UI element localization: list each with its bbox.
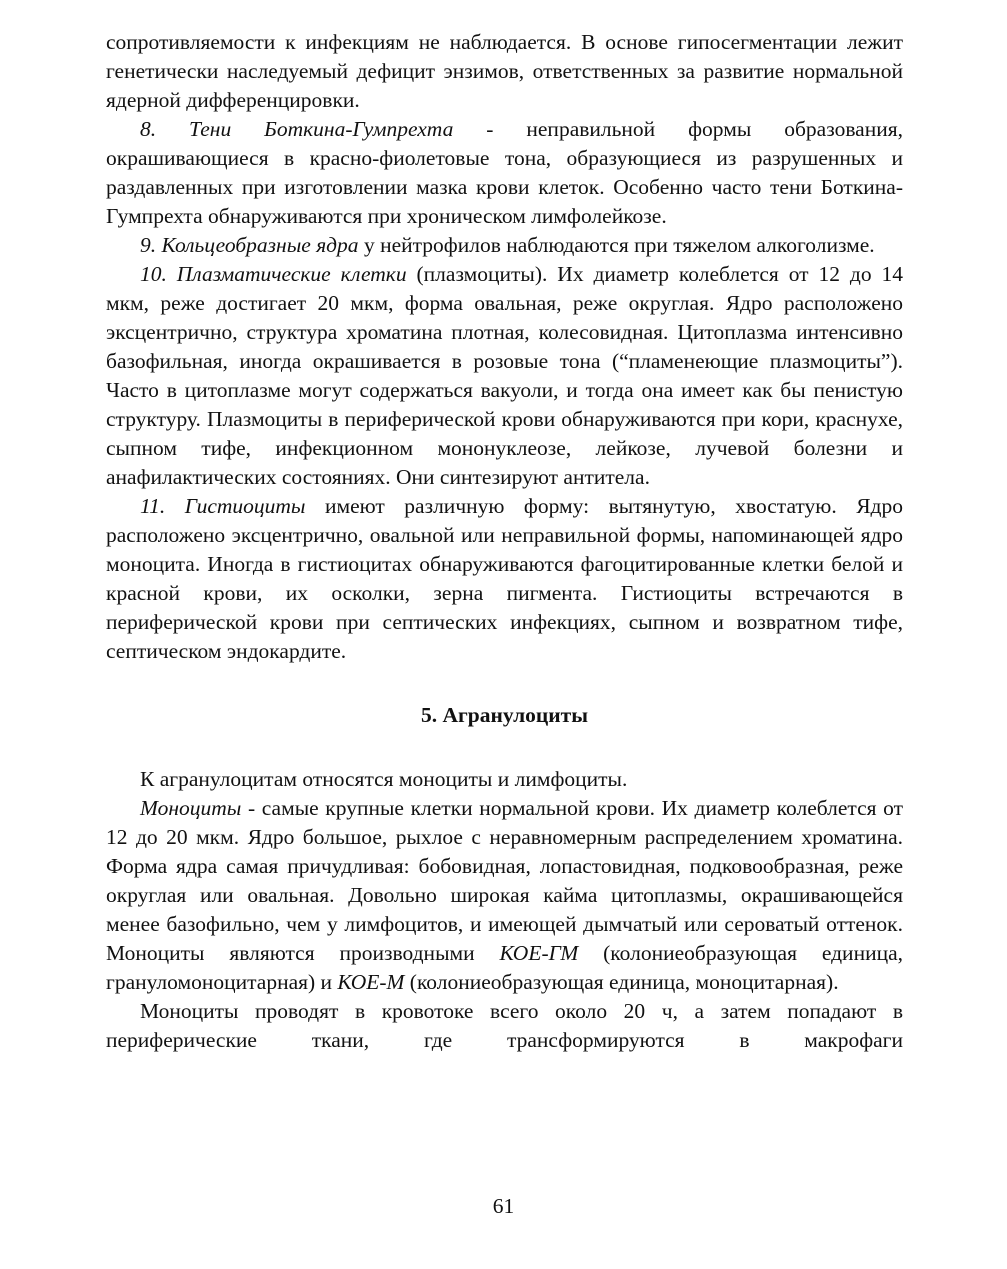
paragraph-text: сопротивляемости к инфекциям не наблюдается. В основе гипосегментации лежит генетически наследуемый дефицит энзимов, ответственных за развитие нормальной ядерной дифференцировки. [106,30,903,112]
paragraph-text: - самые крупные клетки нормальной крови. Их диаметр колеблется от 12 до 20 мкм. Ядро большое, рыхлое с неравномерным распределением хроматина. Форма ядра самая причудливая: бобовидная, лопастовидная, подковообразная, реже округлая или овальная. Довольно широкая кайма цитоплазмы, окрашивающейся менее базофильно, чем у лимфоцитов, и имеющей дымчатый или сероватый оттенок. Моноциты являются производными [106,796,903,965]
paragraph-text: К агранулоцитам относятся моноциты и лимфоциты. [140,767,628,791]
paragraph-plasma-cells [106,260,903,492]
paragraph-monocytes [106,794,903,997]
paragraph-text: у нейтрофилов наблюдаются при тяжелом алкоголизме. [358,233,875,257]
paragraph-text: Моноциты проводят в кровотоке всего около 20 ч, а затем попадают в периферические ткани, где трансформируются в макрофаги [106,999,903,1052]
paragraph-ring-nuclei [106,231,903,260]
paragraph-text: имеют различную форму: вытянутую, хвостатую. Ядро расположено эксцентрично, овальной или неправильной формы, напоминающей ядро моноцита. Иногда в гистиоцитах обнаруживаются фагоцитированные клетки белой и красной крови, их осколки, зерна пигмента. Гистиоциты встречаются в периферической крови при септических инфекциях, сыпном и возвратном тифе, септическом эндокардите. [106,494,903,663]
term-botkin-shadows: 8. Тени Боткина-Гумпрехта [140,117,454,141]
section-heading: 5. Агранулоциты [420,703,589,727]
paragraph-botkin-shadows [106,115,903,231]
paragraph-text: (плазмоциты). Их диаметр колеблется от 12 до 14 мкм, реже достигает 20 мкм, форма овальная, реже округлая. Ядро расположено эксцентрично, структура хроматина плотная, колесовидная. Цитоплазма интенсивно базофильная, иногда окрашивается в розовые тона (“пламенеющие плазмоциты”). Часто в цитоплазме могут содержаться вакуоли, и тогда она имеет как бы пенистую структуру. Плазмоциты в периферической крови обнаруживаются при кори, краснухе, сыпном тифе, инфекционном мононуклеозе, лейкозе, лучевой болезни и анафилактических состояниях. Они синтезируют антитела. [106,262,903,489]
page-body [106,28,903,1055]
term-plasma-cells: 10. Плазматические клетки [140,262,407,286]
page-number: 61 [492,1194,515,1218]
paragraph-text: (колониеобразующая единица, грануломоноцитарная) и [106,941,904,994]
abbr-koe-gm: КОЕ-ГМ [499,941,579,965]
term-ring-nuclei: 9. Кольцеобразные ядра [140,233,359,257]
abbr-koe-m: КОЕ-М [337,970,405,994]
paragraph-text: (колониеобразующая единица, моноцитарная). [404,970,839,994]
paragraph-histiocytes [106,492,903,666]
paragraph-text: - неправильной формы образования, окрашивающиеся в красно-фиолетовые тона, образующиеся из разрушенных и раздавленных при изготовлении мазка крови клеток. Особенно часто тени Боткина-Гумпрехта обнаруживаются при хроническом лимфолейкозе. [106,117,904,228]
paragraph-agranulocytes-intro [106,765,903,794]
paragraph-hyposegmentation [106,28,903,115]
paragraph-monocytes-circulation [106,997,903,1055]
term-monocytes: Моноциты [140,796,242,820]
term-histiocytes: 11. Гистиоциты [140,494,306,518]
